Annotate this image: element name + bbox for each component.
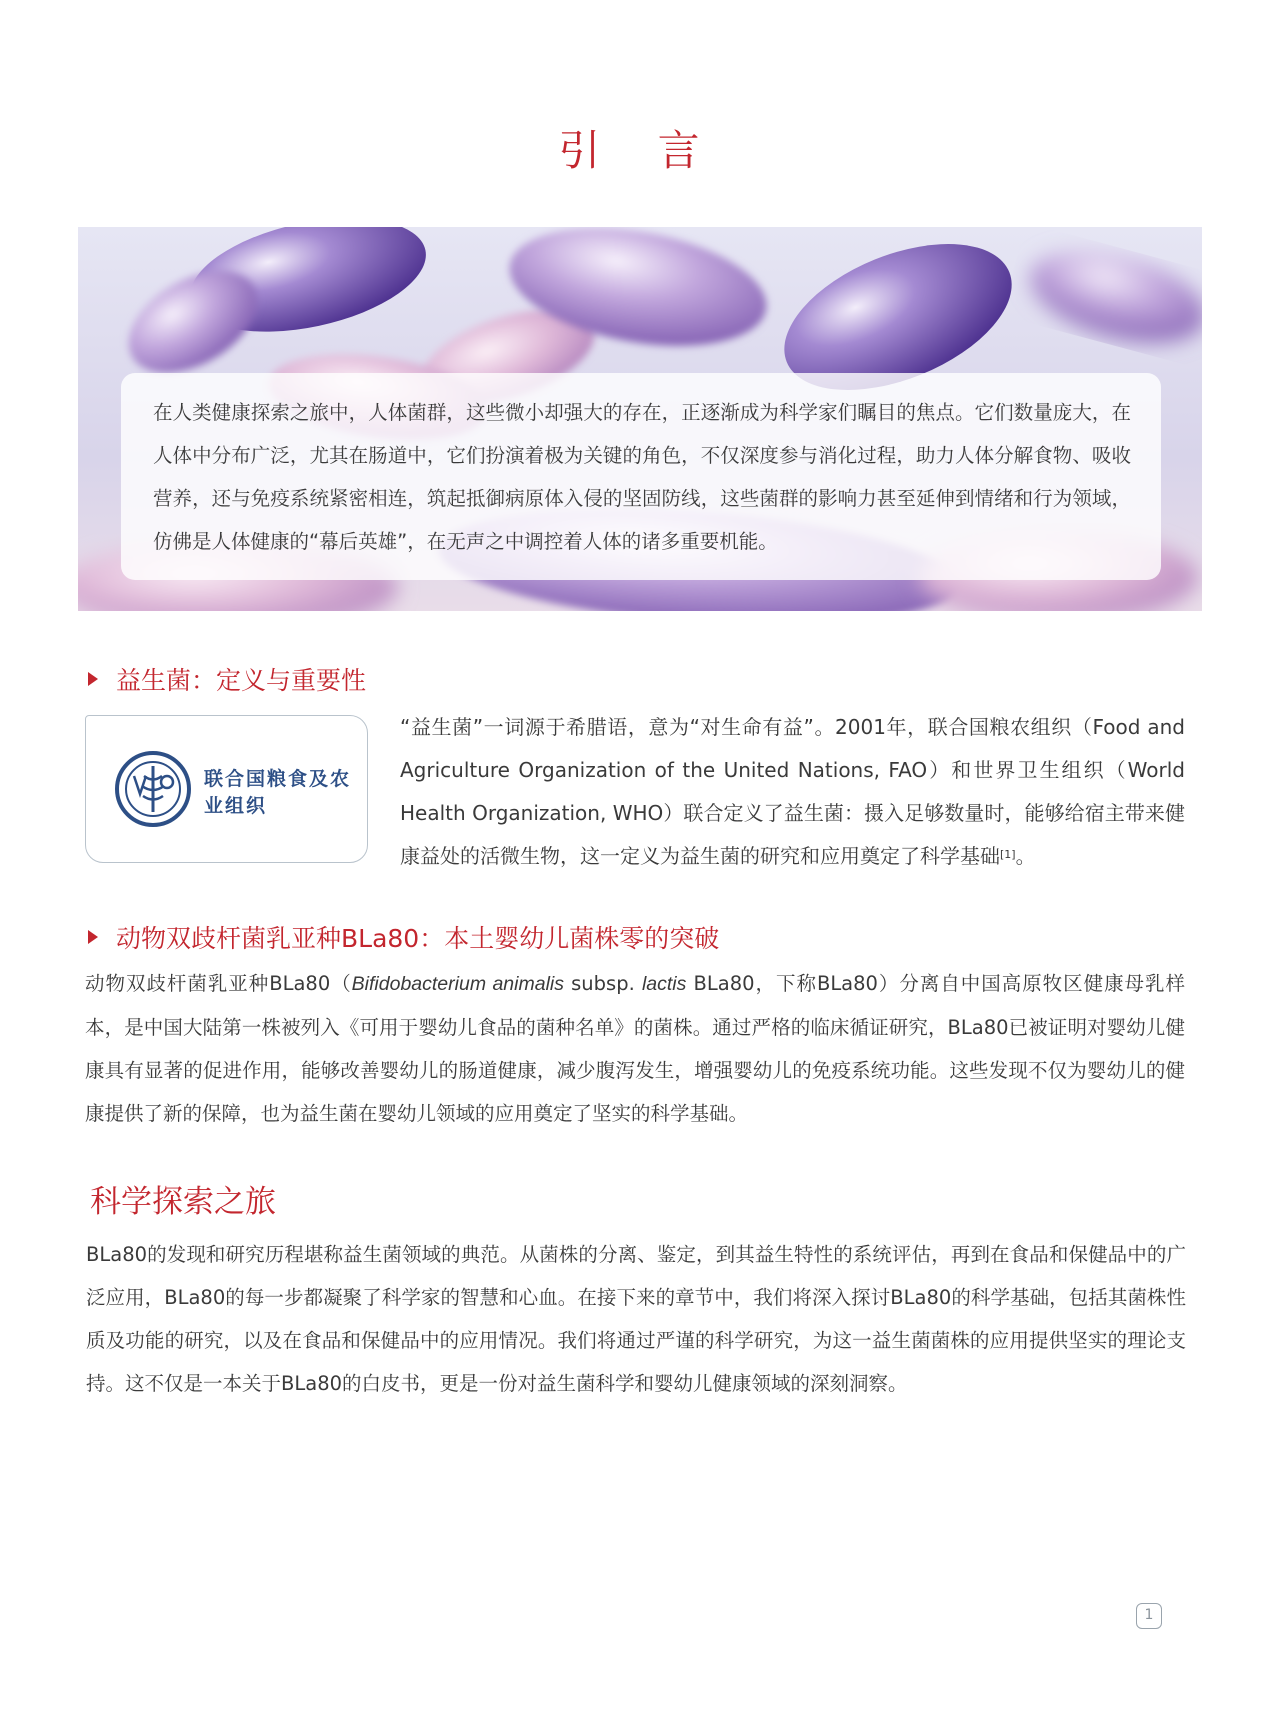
triangle-bullet-icon	[88, 930, 98, 944]
heading-bla80-breakthrough	[88, 919, 719, 955]
fao-logo-card	[85, 715, 368, 863]
subspecies-name-italic: lactis	[641, 973, 687, 995]
triangle-bullet-icon	[88, 672, 98, 686]
page-title: 引 言	[558, 126, 722, 175]
fao-logo-text: 联合国粮食及农业组织	[204, 768, 352, 817]
page-number: 1	[1136, 1603, 1162, 1629]
reference-marker: [1]	[1000, 848, 1016, 861]
bla80-paragraph	[85, 962, 1185, 1135]
heading-probiotics-definition-text: 益生菌：定义与重要性	[116, 666, 367, 695]
probiotics-definition-paragraph	[400, 706, 1185, 878]
heading-probiotics-definition	[88, 661, 366, 697]
intro-text-panel	[121, 373, 1161, 580]
scientific-journey-paragraph: BLa80的发现和研究历程堪称益生菌领域的典范。从菌株的分离、鉴定，到其益生特性的系统评估，再到在食品和保健品中的广泛应用，BLa80的每一步都凝聚了科学家的智慧和心血。在接下来的章节中，我们将深入探讨BLa80的科学基础，包括其菌株性质及功能的研究，以及在食品和保健品中的应用情况。我们将通过严谨的科学研究，为这一益生菌菌株的应用提供坚实的理论支持。这不仅是一本关于BLa80的白皮书，更是一份对益生菌科学和婴幼儿健康领域的深刻洞察。	[86, 1243, 1186, 1395]
species-name-italic: Bifidobacterium animalis	[351, 973, 564, 995]
fao-emblem-icon	[114, 750, 192, 828]
bla80-text-part: subsp.	[563, 972, 642, 995]
heading-bla80-breakthrough-text: 动物双歧杆菌乳亚种BLa80：本土婴幼儿菌株零的突破	[116, 924, 720, 953]
bla80-text-part: BLa80，下称BLa80）分离自中国高原牧区健康母乳样本，是中国大陆第一株被列入《可用于婴幼儿食品的菌种名单》的菌株。通过严格的临床循证研究，BLa80已被证明对婴幼儿健康具有显著的促进作用，能够改善婴幼儿的肠道健康，减少腹泻发生，增强婴幼儿的免疫系统功能。这些发现不仅为婴幼儿的健康提供了新的保障，也为益生菌在婴幼儿领域的应用奠定了坚实的科学基础。	[85, 972, 1185, 1125]
heading-scientific-journey: 科学探索之旅	[90, 1184, 276, 1220]
probiotics-text-end: 。	[1015, 844, 1036, 868]
intro-paragraph: 在人类健康探索之旅中，人体菌群，这些微小却强大的存在，正逐渐成为科学家们瞩目的焦点。它们数量庞大，在人体中分布广泛，尤其在肠道中，它们扮演着极为关键的角色，不仅深度参与消化过程，助力人体分解食物、吸收营养，还与免疫系统紧密相连，筑起抵御病原体入侵的坚固防线，这些菌群的影响力甚至延伸到情绪和行为领域，仿佛是人体健康的“幕后英雄”，在无声之中调控着人体的诸多重要机能。	[153, 401, 1131, 553]
bla80-text-part: 动物双歧杆菌乳亚种BLa80（	[85, 972, 352, 995]
probiotics-text: “益生菌”一词源于希腊语，意为“对生命有益”。2001年，联合国粮农组织（Food and Agriculture Organization of the United Nations, FAO）和世界卫生组织（World Health Organization, WHO）联合定义了益生菌：摄入足够数量时，能够给宿主带来健康益处的活微生物，这一定义为益生菌的研究和应用奠定了科学基础	[400, 715, 1185, 868]
